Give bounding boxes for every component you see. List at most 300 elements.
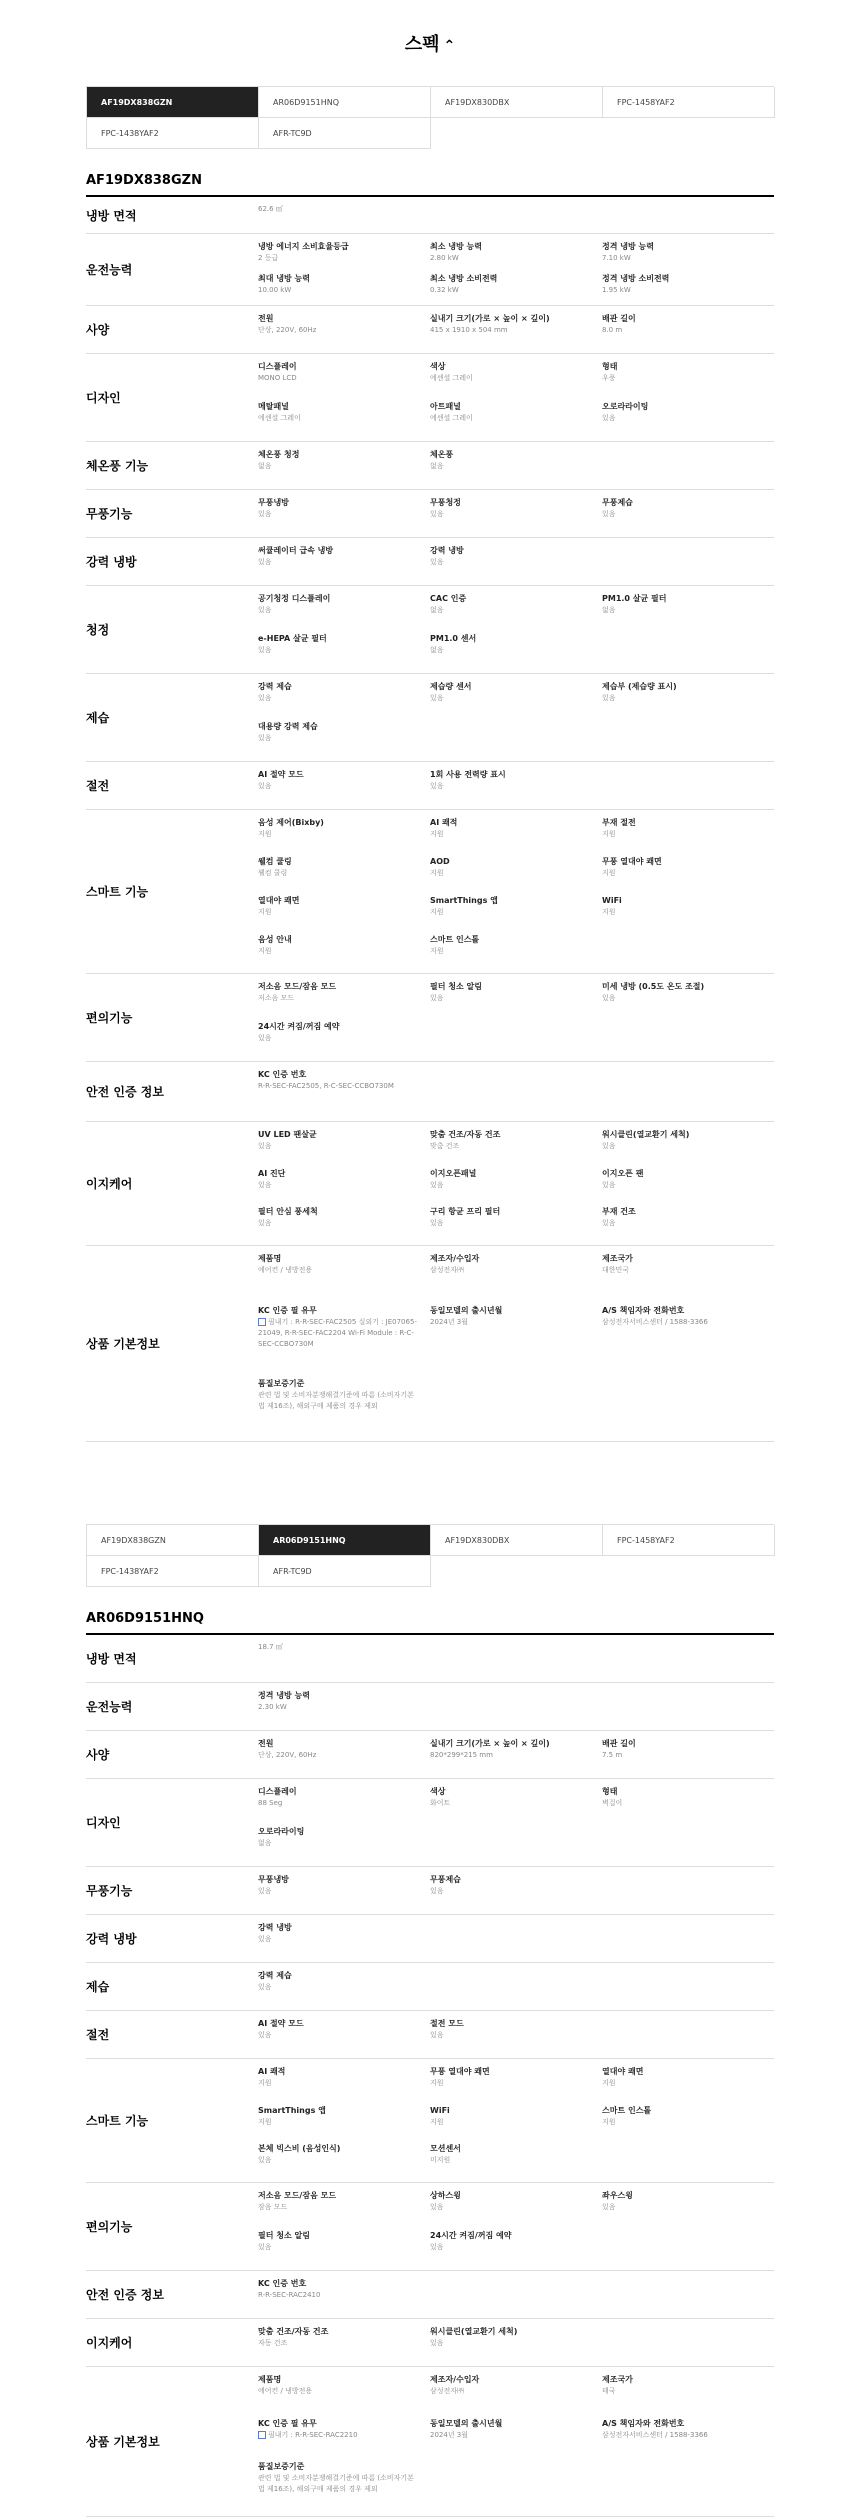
spec-cell (258, 2190, 430, 2230)
spec-cell (602, 1786, 774, 1826)
spec-value-text: 잠음 모드 (258, 2203, 288, 2211)
spec-cell (602, 817, 774, 856)
spec-value-text: 7.10 kW (602, 254, 631, 262)
spec-key: KC 인증 번호 (258, 2279, 307, 2288)
spec-value-text: 있음 (602, 510, 616, 518)
spec-value (430, 907, 602, 918)
model-tab[interactable]: AF19DX838GZN (87, 87, 259, 118)
spec-key: 스마트 인스톨 (430, 935, 480, 944)
spec-value (430, 461, 602, 472)
spec-value (258, 829, 430, 840)
spec-row-cells (258, 1963, 774, 2010)
spec-key: 무풍냉방 (258, 1875, 289, 1884)
spec-key: 최소 냉방 소비전력 (430, 274, 498, 283)
spec-value (430, 1265, 602, 1276)
spec-value (258, 2386, 430, 2397)
spec-key: 맞춤 건조/자동 건조 (430, 1130, 501, 1139)
model-section (86, 1442, 774, 2517)
spec-cell (602, 241, 774, 273)
spec-value (430, 2386, 602, 2397)
spec-key: 1회 사용 전력량 표시 (430, 770, 506, 779)
spec-cell (602, 401, 774, 441)
spec-value (258, 946, 430, 957)
spec-value (430, 1886, 602, 1897)
spec-row (86, 2183, 774, 2271)
spec-cell (258, 1874, 430, 1914)
spec-value (258, 1934, 430, 1945)
spec-value (258, 1390, 430, 1412)
spec-value (258, 907, 430, 918)
spec-cell (258, 721, 430, 761)
spec-row-label: 강력 냉방 (86, 1932, 137, 1946)
spec-cell (430, 1168, 602, 1207)
spec-row (86, 1062, 774, 1122)
spec-value (430, 557, 602, 568)
spec-value-text: 있음 (430, 782, 444, 790)
spec-value-text: 있음 (258, 558, 272, 566)
spec-row-cells (258, 1246, 774, 1441)
spec-row-label: 이지케어 (86, 2336, 133, 2350)
spec-row-label: 상품 기본정보 (86, 2435, 160, 2449)
spec-row-label: 냉방 면적 (86, 208, 137, 223)
spec-key: 24시간 켜짐/꺼짐 예약 (430, 2231, 512, 2240)
spec-key: 강력 제습 (258, 1971, 292, 1980)
spec-value-text: 없음 (258, 1839, 272, 1847)
spec-key: 필터 청소 알림 (430, 982, 482, 991)
spec-value (430, 781, 602, 792)
spec-cell (430, 2374, 602, 2418)
spec-value-text: 2024년 3월 (430, 2430, 469, 2439)
spec-value (258, 868, 430, 879)
spec-value (430, 868, 602, 879)
spec-value (258, 1798, 430, 1809)
spec-cell (258, 633, 430, 673)
spec-row-label: 운전능력 (86, 1700, 133, 1714)
spec-value-text: 없음 (258, 462, 272, 470)
spec-row (86, 1963, 774, 2011)
spec-value-text: 삼성전자서비스센터 / 1588-3366 (602, 1317, 708, 1326)
spec-value (602, 1317, 774, 1328)
spec-value-text: 820*299*215 mm (430, 1751, 493, 1759)
spec-value (258, 1180, 430, 1191)
model-tab[interactable]: AFR-TC9D (259, 1556, 431, 1587)
model-tab[interactable]: AF19DX830DBX (431, 1525, 603, 1556)
spec-value-text: R-R-SEC-RAC2410 (258, 2291, 321, 2299)
spec-value (430, 2338, 602, 2349)
spec-cell (258, 856, 430, 895)
spec-value (430, 2030, 602, 2041)
spec-row-label: 디자인 (86, 391, 121, 405)
spec-value-text: 지원 (430, 908, 444, 916)
spec-value-text: 있음 (602, 2203, 616, 2211)
spec-value-text: 없음 (430, 606, 444, 614)
spec-key: 품질보증기준 (258, 1379, 305, 1389)
spec-row (86, 1246, 774, 1442)
spec-key: WiFi (430, 2105, 450, 2115)
spec-value (258, 1141, 430, 1152)
spec-cell (430, 1305, 602, 1379)
spec-value-text: 있음 (258, 1887, 272, 1895)
spec-cell (258, 273, 430, 305)
spec-value-text: 있음 (430, 510, 444, 518)
spec-key: KC 인증 필 유무 (258, 1305, 317, 1315)
spec-cell (258, 593, 430, 633)
spec-value-text: 화이트 (430, 1799, 451, 1807)
spec-key: 디스플레이 (258, 362, 297, 371)
spec-key: 무풍 열대야 쾌면 (602, 857, 662, 866)
spec-cell (602, 2418, 774, 2462)
spec-row-cells (258, 1915, 774, 1962)
spec-key: 강력 제습 (258, 682, 292, 691)
spec-value-text: 있음 (258, 606, 272, 614)
spec-key: 구리 항균 프리 필터 (430, 1207, 501, 1217)
spec-row (86, 674, 774, 762)
spec-value (430, 1317, 602, 1328)
spec-value-text: 삼성전자㈜ (430, 2387, 465, 2395)
spec-key: 워시클린(열교환기 세척) (602, 1130, 690, 1139)
spec-cell (602, 856, 774, 895)
spec-value-text: 에어컨 / 냉방전용 (258, 1266, 313, 1274)
spec-value (602, 907, 774, 918)
spec-cell (258, 1642, 430, 1682)
spec-cell (430, 361, 602, 401)
spec-value-text: 2.30 kW (258, 1703, 287, 1711)
spec-row-cells (258, 2271, 774, 2318)
spec-value-text: 삼성전자서비스센터 / 1588-3366 (602, 2430, 708, 2439)
spec-key: 열대야 쾌면 (602, 2067, 644, 2076)
spec-value-text: 지원 (602, 830, 616, 838)
spec-key: 제품명 (258, 1254, 282, 1263)
spec-row-cells (258, 1867, 774, 1914)
spec-cell (602, 2190, 774, 2230)
spec-value (258, 1750, 430, 1761)
spec-value (430, 1218, 602, 1229)
spec-row-cells (258, 2011, 774, 2058)
spec-row-cells (258, 810, 774, 973)
spec-row-label: 강력 냉방 (86, 555, 137, 569)
spec-value-text: 지원 (602, 2079, 616, 2087)
spec-value-text: 지원 (258, 830, 272, 838)
spec-value (602, 373, 774, 384)
spec-value (602, 1265, 774, 1276)
spec-key: 색상 (430, 362, 446, 371)
model-tab[interactable]: FPC-1458YAF2 (603, 1525, 775, 1556)
spec-row-label: 무풍기능 (86, 507, 133, 521)
spec-value-text: 10.00 kW (258, 286, 292, 294)
spec-row-cells (258, 1122, 774, 1245)
spec-key: 스마트 인스톨 (602, 2105, 652, 2115)
spec-key: 강력 냉방 (258, 1923, 292, 1932)
spec-value (258, 1642, 430, 1653)
spec-cell (602, 1253, 774, 1305)
spec-key: WiFi (602, 896, 622, 905)
page-title: 스펙 (404, 34, 440, 55)
spec-row-label: 절전 (86, 779, 110, 793)
spec-row (86, 2011, 774, 2059)
spec-cell (430, 2105, 602, 2144)
spec-row (86, 1635, 774, 1683)
spec-value-text: 있음 (602, 1180, 616, 1189)
spec-row (86, 234, 774, 306)
spec-value (258, 1033, 430, 1044)
spec-value (258, 2338, 430, 2349)
spec-cell (430, 545, 602, 585)
spec-key: KC 인증 번호 (258, 1070, 307, 1079)
spec-row-label: 편의기능 (86, 1011, 133, 1025)
spec-value (258, 2430, 430, 2441)
spec-row-label: 스마트 기능 (86, 885, 149, 899)
spec-value-text: 62.6 ㎡ (258, 205, 283, 213)
spec-cell (602, 1129, 774, 1168)
spec-value-text: 관련 법 및 소비자분쟁해결기준에 따름 (소비자기본법 제16조), 해외구매 제품의 경우 제외 (258, 2474, 414, 2494)
spec-key: 정격 냉방 능력 (258, 1691, 310, 1700)
spec-cell (258, 1922, 430, 1962)
spec-key: 체온풍 (430, 450, 454, 459)
spec-value-text: 에센셜 그레이 (430, 414, 473, 422)
spec-cell (430, 593, 602, 633)
spec-key: 무풍제습 (430, 1875, 461, 1884)
spec-cell (430, 681, 602, 721)
spec-row (86, 1731, 774, 1779)
spec-value-text: 있음 (430, 2203, 444, 2211)
spec-key: A/S 책임자와 전화번호 (602, 1305, 685, 1315)
spec-key: 형태 (602, 362, 618, 371)
spec-cell (602, 273, 774, 305)
spec-value (602, 993, 774, 1004)
spec-value (258, 733, 430, 744)
spec-row-label: 운전능력 (86, 263, 133, 277)
spec-key: 냉방 에너지 소비효율등급 (258, 242, 349, 251)
spec-value (430, 645, 602, 656)
spec-row (86, 197, 774, 234)
spec-key: AI 쾌적 (430, 818, 458, 827)
spec-value (430, 993, 602, 1004)
spec-key: 공기청정 디스플레이 (258, 594, 331, 603)
spec-value-text: 있음 (258, 1034, 272, 1042)
spec-row (86, 974, 774, 1062)
spec-row-cells (258, 538, 774, 585)
spec-key: 메탈패널 (258, 402, 289, 411)
spec-cell (258, 2105, 430, 2144)
spec-header[interactable] (86, 0, 774, 86)
spec-key: 강력 냉방 (430, 546, 464, 555)
spec-value-text: 있음 (430, 558, 444, 566)
spec-value (602, 509, 774, 520)
spec-row-label: 제습 (86, 711, 110, 725)
spec-value (430, 325, 602, 336)
spec-key: 무풍제습 (602, 498, 633, 507)
spec-key: AI 쾌적 (258, 2067, 286, 2076)
spec-key: 부재 건조 (602, 1207, 636, 1217)
spec-cell (430, 1129, 602, 1168)
spec-value (602, 2386, 774, 2397)
spec-row-label: 안전 인증 정보 (86, 1085, 164, 1099)
spec-value-text: 삼성전자㈜ (430, 1266, 465, 1274)
spec-row-cells (258, 197, 774, 233)
spec-value-text: 지원 (430, 830, 444, 838)
spec-value-text: 없음 (430, 462, 444, 470)
spec-key: AI 절약 모드 (258, 770, 304, 779)
spec-key: 전원 (258, 314, 274, 323)
spec-value-text: 있음 (258, 1142, 272, 1150)
spec-cell (258, 1129, 430, 1168)
spec-row (86, 354, 774, 442)
spec-value-text: 지원 (602, 2117, 616, 2126)
spec-row (86, 1915, 774, 1963)
spec-value (430, 829, 602, 840)
spec-key: 본체 빅스비 (음성인식) (258, 2144, 341, 2154)
spec-value (430, 253, 602, 264)
spec-key: 절전 모드 (430, 2019, 464, 2028)
kc-cert-icon (258, 2431, 266, 2439)
spec-cell (258, 449, 430, 489)
spec-row-cells (258, 1731, 774, 1778)
spec-cell (430, 1786, 602, 1826)
section-gap (86, 1442, 774, 1524)
spec-row-cells (258, 442, 774, 489)
spec-key: 필터 안심 풍세척 (258, 1207, 318, 1217)
spec-value-text: 있음 (258, 2243, 272, 2251)
spec-value (258, 2242, 430, 2253)
spec-cell (258, 361, 430, 401)
model-tab[interactable]: FPC-1458YAF2 (603, 87, 775, 118)
spec-row-label: 사양 (86, 1748, 110, 1762)
spec-cell (602, 361, 774, 401)
spec-value-text: 2.80 kW (430, 254, 459, 262)
spec-key: 전원 (258, 1739, 274, 1748)
spec-value-text: 있음 (430, 694, 444, 702)
spec-value (602, 1141, 774, 1152)
spec-value-text: 없음 (430, 646, 444, 654)
spec-value-text: 지원 (258, 2079, 272, 2087)
spec-value (258, 557, 430, 568)
spec-row (86, 2059, 774, 2183)
spec-value-text: 있음 (258, 782, 272, 790)
spec-row-cells (258, 1683, 774, 1730)
spec-value-text: 있음 (258, 510, 272, 518)
spec-cell (258, 934, 430, 973)
spec-value (258, 1838, 430, 1849)
spec-value (430, 2430, 602, 2441)
spec-value (258, 693, 430, 704)
spec-key: 음성 제어(Bixby) (258, 818, 324, 827)
spec-key: 좌우스윙 (602, 2191, 633, 2200)
spec-key: 제조국가 (602, 2375, 633, 2384)
spec-cell (430, 2230, 602, 2270)
spec-value-text: 맞춤 건조 (430, 1142, 460, 1150)
spec-value (430, 946, 602, 957)
model-tab[interactable]: AF19DX838GZN (87, 1525, 259, 1556)
spec-row (86, 1122, 774, 1246)
spec-cell (430, 313, 602, 353)
spec-value (430, 1750, 602, 1761)
spec-value (430, 693, 602, 704)
model-title: AF19DX838GZN (86, 149, 774, 197)
model-tab[interactable]: AR06D9151HNQ (259, 87, 431, 118)
spec-cell (258, 1021, 430, 1061)
spec-value-text: 벽걸이 (602, 1799, 623, 1807)
spec-value (258, 1982, 430, 1993)
spec-value (430, 413, 602, 424)
spec-value-text: 있음 (430, 1219, 444, 1228)
spec-cell (258, 2278, 430, 2318)
spec-key: 부재 절전 (602, 818, 636, 827)
spec-cell (258, 2143, 430, 2182)
model-tab[interactable]: FPC-1438YAF2 (87, 1556, 259, 1587)
spec-cell (430, 2018, 602, 2058)
spec-value-text: 415 x 1910 x 504 mm (430, 326, 508, 334)
spec-cell (258, 2326, 430, 2366)
spec-row (86, 306, 774, 354)
spec-value-text: MONO LCD (258, 374, 297, 382)
spec-key: 제조자/수입자 (430, 2375, 480, 2384)
spec-cell (258, 401, 430, 441)
model-tab[interactable]: AFR-TC9D (259, 118, 431, 149)
spec-cell (430, 856, 602, 895)
spec-value (258, 461, 430, 472)
spec-value-text: 지원 (602, 869, 616, 877)
spec-cell (258, 1970, 430, 2010)
spec-value (602, 253, 774, 264)
chevron-up-icon: ⌃ (443, 38, 456, 54)
model-tab[interactable]: AF19DX830DBX (431, 87, 603, 118)
spec-key: SmartThings 앱 (430, 896, 498, 905)
spec-key: AI 진단 (258, 1168, 286, 1178)
spec-value (258, 285, 430, 296)
spec-value (602, 325, 774, 336)
spec-value-text: 2 등급 (258, 254, 279, 262)
spec-cell (430, 2190, 602, 2230)
spec-value (602, 1798, 774, 1809)
spec-cell (430, 934, 602, 973)
spec-key: PM1.0 센서 (430, 634, 477, 643)
spec-cell (602, 1738, 774, 1778)
spec-value-text: 0.32 kW (430, 286, 459, 294)
spec-row-cells (258, 1062, 774, 1121)
spec-key: 배관 길이 (602, 314, 636, 323)
spec-value-text: 있음 (430, 1180, 444, 1189)
spec-key: 제품명 (258, 2375, 282, 2384)
spec-value (258, 1317, 430, 1350)
spec-value-text: 미지원 (430, 2156, 451, 2165)
spec-cell (258, 241, 430, 273)
spec-value (258, 2473, 430, 2495)
spec-key: 형태 (602, 1787, 618, 1796)
spec-value-text: 있음 (258, 734, 272, 742)
spec-key: 실내기 크기(가로 × 높이 × 깊이) (430, 314, 550, 323)
spec-value (602, 1750, 774, 1761)
spec-row (86, 2367, 774, 2517)
spec-row-cells (258, 306, 774, 353)
spec-value-text: 에센셜 그레이 (430, 374, 473, 382)
spec-key: 무풍청정 (430, 498, 461, 507)
spec-value-text: 우풍 (602, 374, 616, 382)
spec-row-label: 디자인 (86, 1816, 121, 1830)
model-tab[interactable]: FPC-1438YAF2 (87, 118, 259, 149)
spec-row-cells (258, 2059, 774, 2182)
spec-cell (258, 2066, 430, 2105)
spec-cell (602, 2066, 774, 2105)
model-tab[interactable]: AR06D9151HNQ (259, 1525, 431, 1556)
spec-cell (258, 895, 430, 934)
spec-value (430, 2202, 602, 2213)
spec-cell (430, 2418, 602, 2462)
spec-value (430, 285, 602, 296)
spec-cell (430, 981, 602, 1021)
spec-row-cells (258, 974, 774, 1061)
spec-value (602, 1180, 774, 1191)
spec-row (86, 538, 774, 586)
